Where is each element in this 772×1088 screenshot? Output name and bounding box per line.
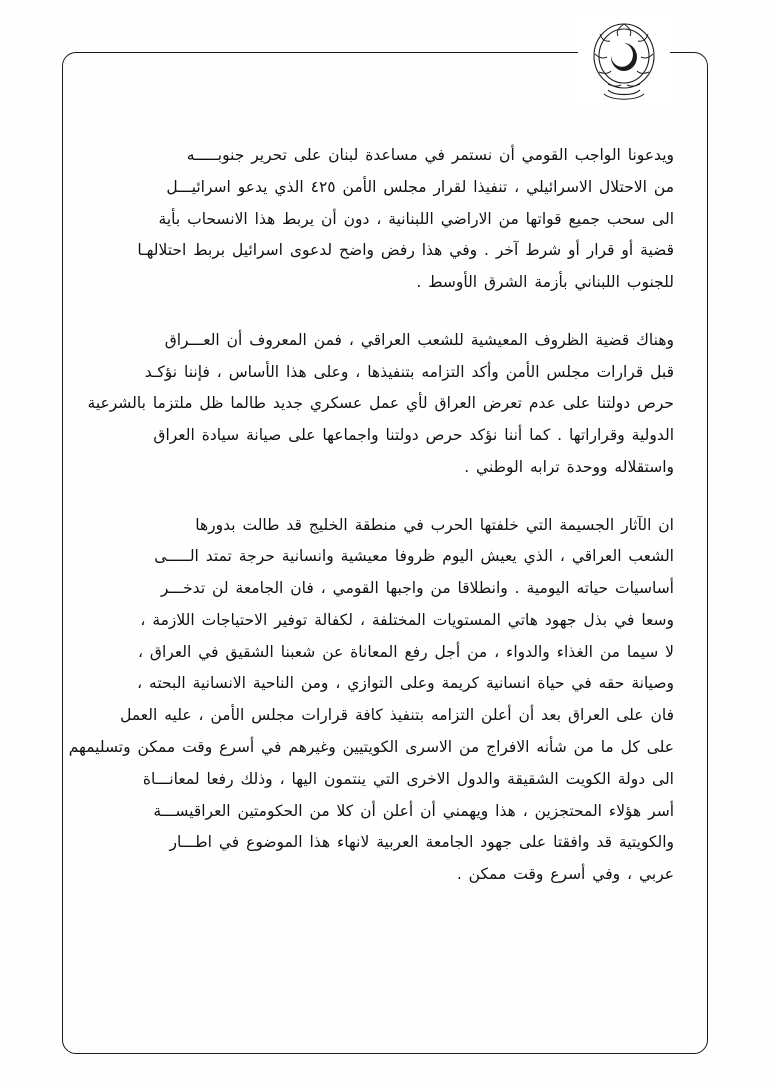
paragraph-3-line-6: وصيانة حقه في حياة انسانية كريمة وعلى التوازي ، ومن الناحية الانسانية البحته ، xyxy=(137,674,674,693)
paragraph-2-line-4: الدولية وقراراتها . كما أننا نؤكد حرص دولتنا واجماعها على صيانة سيادة العراق xyxy=(153,426,674,445)
paragraph-3 xyxy=(68,510,674,891)
paragraph-1-line-2: من الاحتلال الاسرائيلي ، تنفيذا لقرار مجلس الأمن ٤٢٥ الذي يدعو اسرائيـــل xyxy=(166,177,674,196)
arab-league-emblem xyxy=(578,12,670,104)
paragraph-1-line-1: ويدعونا الواجب القومي أن نستمر في مساعدة لبنان على تحرير جنوبـــــه xyxy=(186,146,674,164)
paragraph-2-line-2: قبل قرارات مجلس الأمن وأكد التزامه بتنفيذها ، وعلى هذا الأساس ، فإننا نؤكـد xyxy=(144,362,674,381)
paragraph-3-line-12: عربي ، وفي أسرع وقت ممكن . xyxy=(456,865,674,884)
paragraph-3-line-8: على كل ما من شأنه الافراج من الاسرى الكويتيين وغيرهم في أسرع وقت ممكن وتسليمهم xyxy=(68,738,674,757)
paragraph-1-line-5: للجنوب اللبناني بأزمة الشرق الأوسط . xyxy=(416,273,674,292)
paragraph-3-line-4: وسعا في بذل جهود هاتي المستويات المختلفة ، لكفالة توفير الاحتياجات اللازمة ، xyxy=(140,610,674,629)
paragraph-3-line-3: أساسيات حياته اليومية . وانطلاقا من واجبها القومي ، فان الجامعة لن تدخـــر xyxy=(160,579,674,598)
paragraph-3-line-5: لا سيما من الغذاء والدواء ، من أجل رفع المعاناة عن شعبنا الشقيق في العراق ، xyxy=(138,642,674,661)
paragraph-2-line-5: واستقلاله ووحدة ترابه الوطني . xyxy=(464,457,674,476)
paragraph-3-line-9: الى دولة الكويت الشقيقة والدول الاخرى التي ينتمون اليها ، وذلك رفعا لمعانـــاة xyxy=(142,769,674,788)
paragraph-3-line-2: الشعب العراقي ، الذي يعيش اليوم ظروفا معيشية وانسانية حرجة تمتد الـــــى xyxy=(154,547,674,566)
paragraph-3-line-10: أسر هؤلاء المحتجزين ، هذا ويهمني أن أعلن أن كلا من الحكومتين العراقيســـة xyxy=(153,801,674,820)
paragraph-2-line-1: وهناك قضية الظروف المعيشية للشعب العراقي ، فمن المعروف أن العـــراق xyxy=(164,330,674,349)
paragraph-3-line-7: فان على العراق بعد أن أعلن التزامه بتنفيذ كافة قرارات مجلس الأمن ، عليه العمل xyxy=(120,706,674,725)
paragraph-2-line-3: حرص دولتنا على عدم تعرض العراق لأي عمل عسكري جديد طالما ظل ملتزما بالشرعية xyxy=(87,394,674,413)
paragraph-1-line-3: الى سحب جميع قواتها من الاراضي اللبنانية ، دون أن يربط هذا الانسحاب بأية xyxy=(158,209,674,228)
paragraph-1 xyxy=(104,140,674,299)
emblem-inner-text: عربية xyxy=(618,55,630,61)
paragraph-3-line-1: ان الآثار الجسيمة التي خلفتها الحرب في منطقة الخليج قد طالت بدورها xyxy=(195,515,674,534)
document-body xyxy=(68,140,674,917)
paragraph-1-line-4: قضية أو قرار أو شرط آخر . وفي هذا رفض واضح لدعوى اسرائيل بربط احتلالهـا xyxy=(137,241,674,260)
paragraph-3-line-11: والكويتية قد وافقتا على جهود الجامعة العربية لانهاء هذا الموضوع في اطـــار xyxy=(169,833,674,852)
paragraph-2 xyxy=(87,325,674,484)
